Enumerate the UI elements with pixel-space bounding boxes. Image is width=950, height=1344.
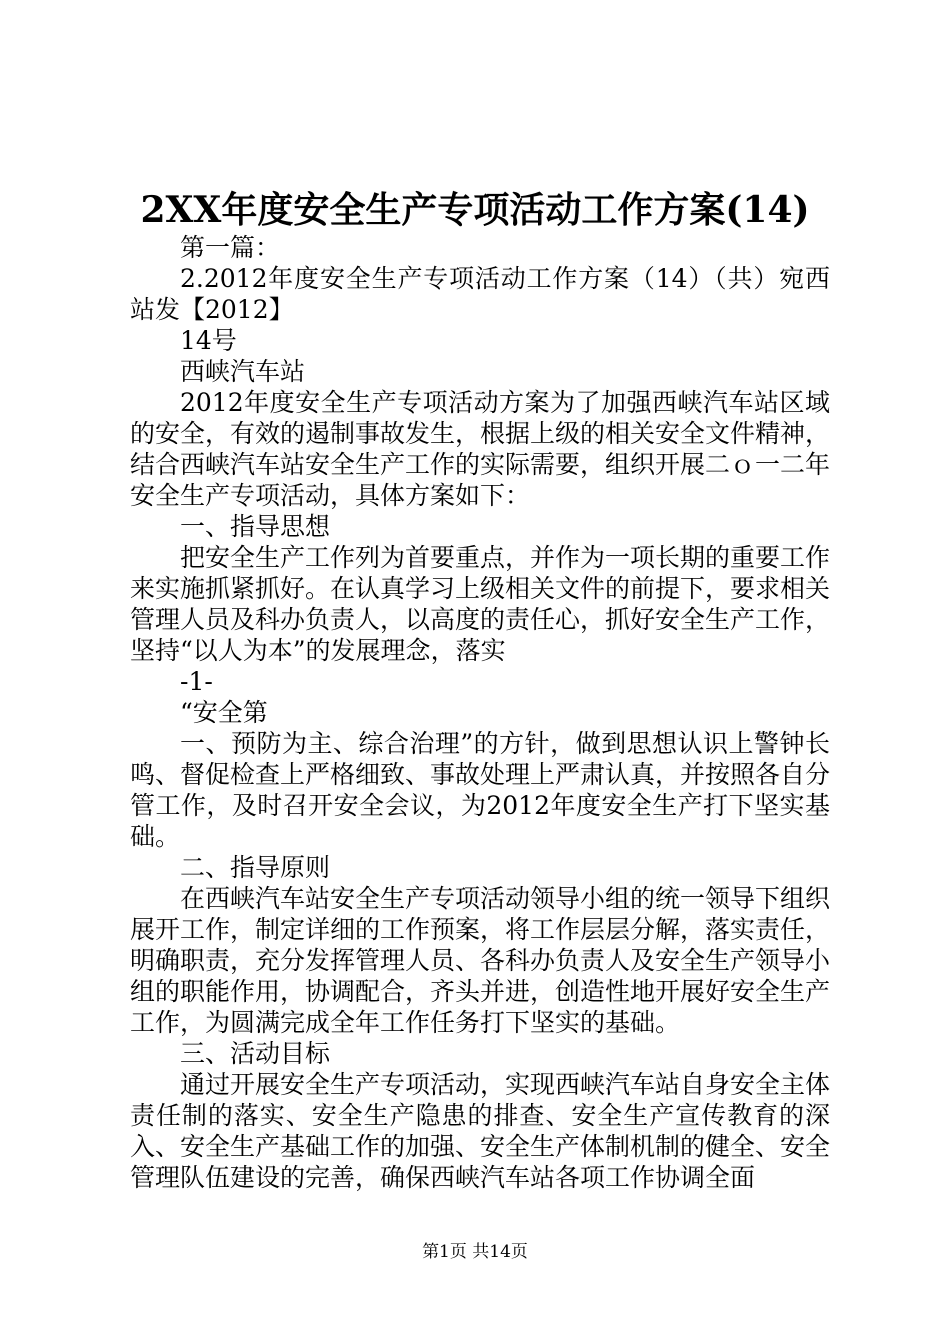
- document-title: 2XX年度安全生产专项活动工作方案(14): [140, 189, 810, 231]
- paragraph: 西峡汽车站: [180, 357, 306, 386]
- paragraph: 把安全生产工作列为首要重点，并作为一项长期的重要工作来实施抓紧抓好。在认真学习上级相关文件的前提下，要求相关管理人员及科办负责人，以高度的责任心，抓好安全生产工作，坚持“以人为本”的发展理念，落实: [130, 543, 831, 665]
- paragraph: 第一篇：: [180, 233, 281, 262]
- paragraph: 通过开展安全生产专项活动，实现西峡汽车站自身安全主体责任制的落实、安全生产隐患的排查、安全生产宣传教育的深入、安全生产基础工作的加强、安全生产体制机制的健全、安全管理队伍建设的完善，确保西峡汽车站各项工作协调全面: [130, 1070, 831, 1192]
- paragraph: 在西峡汽车站安全生产专项活动领导小组的统一领导下组织展开工作，制定详细的工作预案，将工作层层分解，落实责任，明确职责，充分发挥管理人员、各科办负责人及安全生产领导小组的职能作用，协调配合，齐头并进，创造性地开展好安全生产工作，为圆满完成全年工作任务打下坚实的基础。: [130, 884, 831, 1037]
- paragraph: “安全第: [180, 698, 268, 727]
- section-heading: 二、指导原则: [180, 853, 331, 882]
- paragraph: 14号: [180, 326, 237, 355]
- paragraph: 2.2012年度安全生产专项活动工作方案（14）（共）宛西站发【2012】: [130, 264, 830, 324]
- page-footer: 第1页 共14页: [422, 1242, 528, 1262]
- paragraph: 2012年度安全生产专项活动方案为了加强西峡汽车站区域的安全，有效的遏制事故发生，根据上级的相关安全文件精神，结合西峡汽车站安全生产工作的实际需要，组织开展二ｏ一二年安全生产专项活动，具体方案如下：: [130, 388, 831, 510]
- section-heading: 一、指导思想: [180, 512, 331, 541]
- inline-page-number: -1-: [180, 667, 213, 696]
- document-body: [130, 232, 830, 1193]
- section-heading: 三、活动目标: [180, 1039, 331, 1068]
- paragraph: 一、预防为主、综合治理”的方针，做到思想认识上警钟长鸣、督促检查上严格细致、事故处理上严肃认真，并按照各自分管工作，及时召开安全会议，为2012年度安全生产打下坚实基础。: [130, 729, 831, 851]
